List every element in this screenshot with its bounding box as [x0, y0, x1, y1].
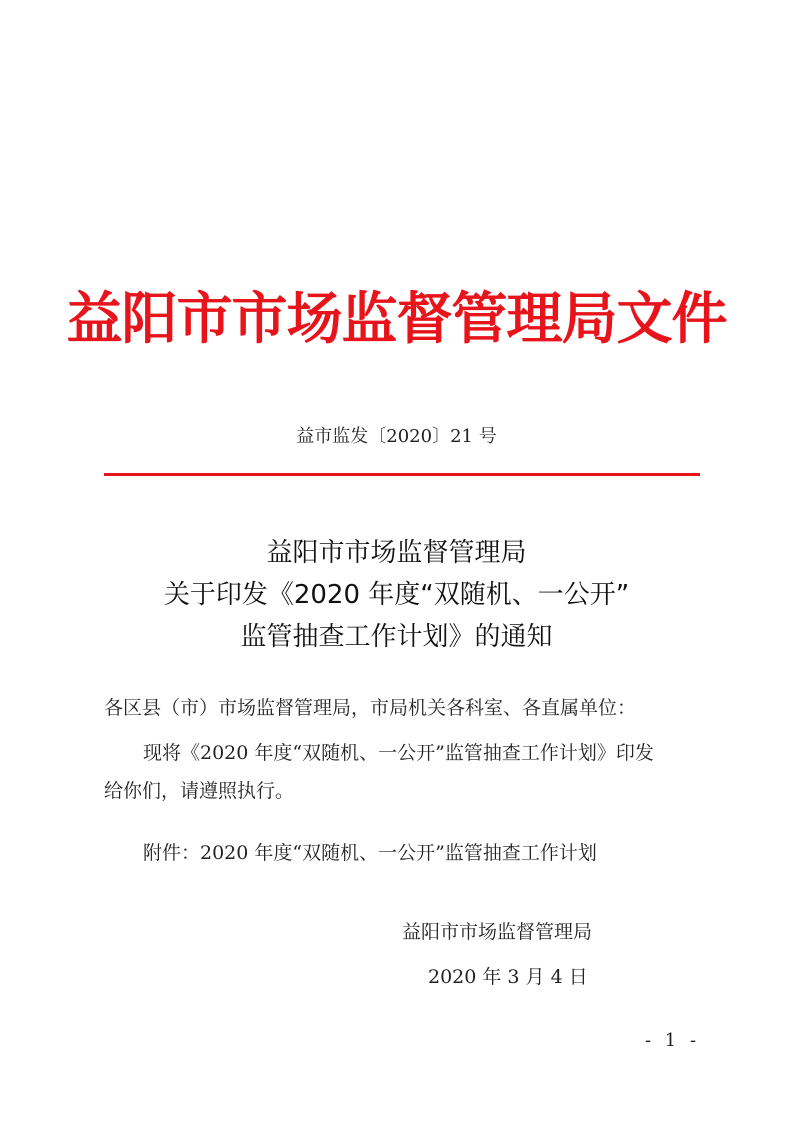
attachment-line: 附件：2020 年度“双随机、一公开”监管抽查工作计划 — [143, 842, 597, 864]
addressee-line: 各区县（市）市场监督管理局，市局机关各科室、各直属单位： — [104, 697, 637, 719]
document-number: 益市监发〔2020〕21 号 — [296, 426, 497, 447]
body-paragraph-line-1: 现将《2020 年度“双随机、一公开”监管抽查工作计划》印发 — [143, 742, 654, 764]
notice-title-line-3: 监管抽查工作计划》的通知 — [240, 622, 553, 652]
masthead-title: 益阳市市场监督管理局文件 — [66, 287, 727, 352]
issuer-signature: 益阳市市场监督管理局 — [402, 921, 593, 943]
issue-date: 2020 年 3 月 4 日 — [428, 966, 588, 988]
notice-title-line-1: 益阳市市场监督管理局 — [266, 538, 527, 568]
notice-title-line-2: 关于印发《2020 年度“双随机、一公开” — [163, 580, 630, 610]
page-number: - 1 - — [645, 1030, 701, 1051]
notice-title — [0, 532, 793, 658]
red-separator-line — [104, 473, 700, 476]
body-paragraph-line-2: 给你们，请遵照执行。 — [104, 780, 295, 802]
